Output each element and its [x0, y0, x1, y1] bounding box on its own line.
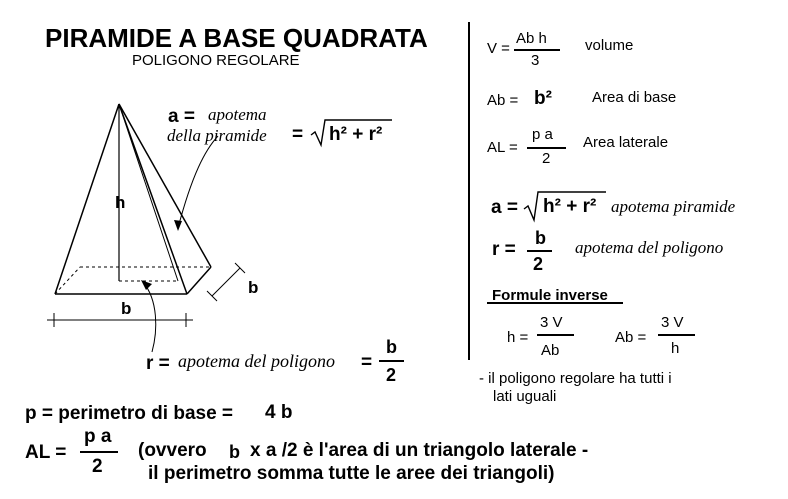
- inverse-ab-denominator: h: [671, 340, 680, 357]
- height-label: h: [115, 193, 126, 212]
- apothem-poly-fraction-bar: [527, 250, 552, 252]
- al-bottom-note-b: b: [229, 442, 240, 462]
- lateral-area-label: Area laterale: [583, 134, 669, 151]
- lateral-area-denominator: 2: [542, 150, 551, 167]
- regular-polygon-note-line2: lati uguali: [493, 388, 557, 405]
- inverse-h-lhs: h =: [507, 329, 529, 346]
- volume-lhs: V =: [487, 40, 510, 57]
- al-bottom-denominator: 2: [92, 456, 103, 477]
- r-numerator: b: [386, 337, 397, 357]
- lateral-area-lhs: AL =: [487, 139, 518, 156]
- apothem-poly-label: apotema del poligono: [575, 238, 724, 257]
- lateral-area-fraction-bar: [527, 147, 566, 149]
- al-bottom-note-open: (ovvero: [138, 440, 207, 461]
- al-bottom-lhs: AL =: [25, 442, 67, 463]
- al-bottom-numerator: p a: [84, 426, 112, 447]
- r-fraction-bar: [379, 360, 404, 362]
- apothem-poly-denominator: 2: [533, 254, 544, 274]
- base-right-edge: [187, 267, 211, 294]
- apothem-poly-numerator: b: [535, 228, 546, 248]
- lateral-edge-left: [55, 104, 119, 294]
- apothem-desc-line1: apotema: [208, 105, 267, 124]
- apothem-desc-line2: della piramide: [167, 126, 267, 145]
- page-title: PIRAMIDE A BASE QUADRATA: [45, 23, 428, 53]
- r-leader-curve: [143, 282, 156, 352]
- base-label: b: [121, 299, 132, 318]
- inverse-title: Formule inverse: [492, 287, 608, 304]
- apothem-leader-curve: [178, 136, 218, 228]
- r-equals: =: [361, 352, 373, 373]
- side-dimension-line: [212, 268, 240, 296]
- apothem-pyr-radicand: h² + r²: [543, 196, 597, 217]
- al-bottom-fraction-bar: [80, 451, 118, 453]
- apothem-poly-lhs: r =: [492, 239, 516, 260]
- inverse-h-numerator: 3 V: [540, 314, 563, 331]
- perimeter-formula: p = perimetro di base =: [25, 403, 234, 424]
- volume-numerator: Ab h: [516, 30, 547, 47]
- volume-fraction-bar: [514, 49, 560, 51]
- inverse-ab-lhs: Ab =: [615, 329, 647, 346]
- base-area-value: b²: [534, 88, 552, 109]
- al-bottom-note-line2: il perimetro somma tutte le aree dei triangoli): [148, 463, 555, 484]
- volume-denominator: 3: [531, 52, 540, 69]
- inverse-h-fraction-bar: [537, 334, 574, 336]
- page-subtitle: POLIGONO REGOLARE: [132, 52, 300, 69]
- regular-polygon-note-line1: - il poligono regolare ha tutti i: [479, 370, 672, 387]
- perimeter-value: 4 b: [265, 402, 293, 423]
- apothem-pyr-label: apotema piramide: [611, 197, 736, 216]
- apothem-leader-arrow: [174, 220, 182, 231]
- base-left-edge-hidden: [55, 267, 80, 294]
- inverse-ab-numerator: 3 V: [661, 314, 684, 331]
- r-symbol: r =: [146, 353, 170, 374]
- r-desc: apotema del poligono: [178, 351, 335, 371]
- inverse-h-denominator: Ab: [541, 342, 560, 359]
- apothem-equals: =: [292, 124, 304, 145]
- al-bottom-note-line1: x a /2 è l'area di un triangolo laterale -: [250, 440, 589, 461]
- inverse-ab-fraction-bar: [658, 334, 695, 336]
- side-label: b: [248, 278, 259, 297]
- base-area-lhs: Ab =: [487, 92, 519, 109]
- apothem-symbol: a =: [168, 106, 195, 127]
- lateral-area-numerator: p a: [532, 126, 553, 143]
- apothem-pyr-lhs: a =: [491, 197, 518, 218]
- base-area-label: Area di base: [592, 89, 677, 106]
- volume-label: volume: [585, 37, 634, 54]
- r-denominator: 2: [386, 365, 397, 385]
- apothem-radicand: h² + r²: [329, 124, 383, 145]
